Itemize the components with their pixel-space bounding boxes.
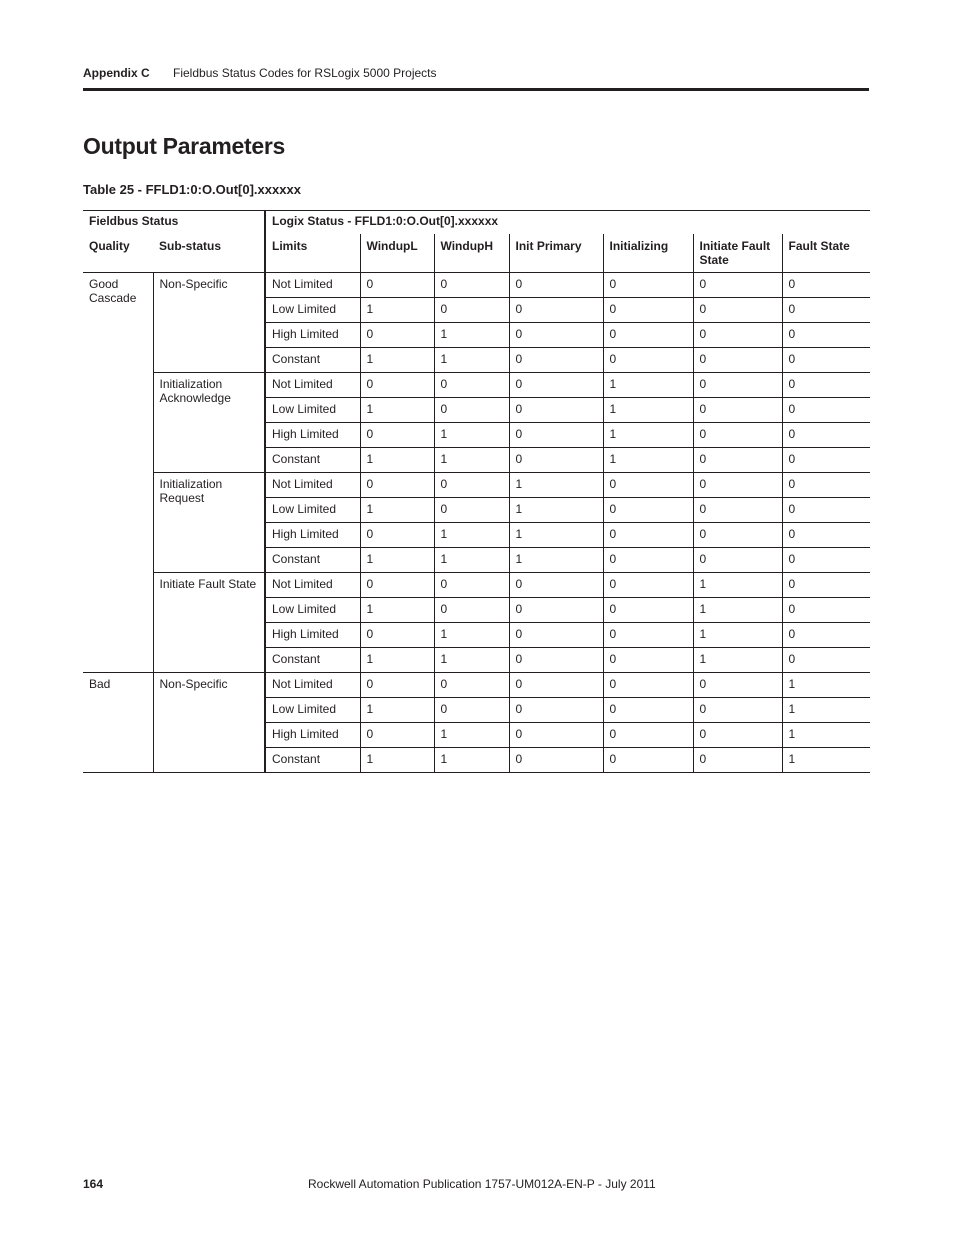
- initiate-fault-state-cell: 0: [693, 298, 782, 323]
- initiate-fault-state-cell: 0: [693, 398, 782, 423]
- winduph-cell: 0: [434, 698, 509, 723]
- initializing-cell: 0: [603, 573, 693, 598]
- winduph-cell: 1: [434, 448, 509, 473]
- fault-state-cell: 1: [782, 673, 870, 698]
- winduph-cell: 0: [434, 273, 509, 298]
- initiate-fault-state-cell: 0: [693, 373, 782, 398]
- column-header-init-primary: Init Primary: [509, 234, 603, 273]
- sub-status-cell: Initiate Fault State: [153, 573, 265, 673]
- init-primary-cell: 0: [509, 748, 603, 773]
- table-caption: Table 25 - FFLD1:0:O.Out[0].xxxxxx: [83, 182, 301, 197]
- windupl-cell: 1: [360, 448, 434, 473]
- column-header-fault-state: Fault State: [782, 234, 870, 273]
- initializing-cell: 0: [603, 323, 693, 348]
- winduph-cell: 1: [434, 623, 509, 648]
- windupl-cell: 0: [360, 673, 434, 698]
- fault-state-cell: 0: [782, 548, 870, 573]
- winduph-cell: 1: [434, 523, 509, 548]
- initializing-cell: 0: [603, 698, 693, 723]
- init-primary-cell: 0: [509, 723, 603, 748]
- initializing-cell: 0: [603, 673, 693, 698]
- table-row: [83, 573, 870, 598]
- limits-cell: Constant: [265, 648, 360, 673]
- init-primary-cell: 0: [509, 448, 603, 473]
- limits-cell: Not Limited: [265, 373, 360, 398]
- init-primary-cell: 1: [509, 473, 603, 498]
- windupl-cell: 1: [360, 298, 434, 323]
- initializing-cell: 1: [603, 398, 693, 423]
- table-column-header-row: [83, 234, 870, 273]
- winduph-cell: 0: [434, 298, 509, 323]
- column-header-sub-status: Sub-status: [153, 234, 265, 273]
- initiate-fault-state-cell: 1: [693, 573, 782, 598]
- limits-cell: Constant: [265, 748, 360, 773]
- sub-status-cell: Non-Specific: [153, 673, 265, 773]
- winduph-cell: 1: [434, 548, 509, 573]
- windupl-cell: 0: [360, 723, 434, 748]
- winduph-cell: 0: [434, 398, 509, 423]
- fault-state-cell: 0: [782, 648, 870, 673]
- init-primary-cell: 0: [509, 273, 603, 298]
- init-primary-cell: 0: [509, 298, 603, 323]
- init-primary-cell: 0: [509, 598, 603, 623]
- windupl-cell: 0: [360, 623, 434, 648]
- windupl-cell: 0: [360, 473, 434, 498]
- limits-cell: High Limited: [265, 423, 360, 448]
- windupl-cell: 0: [360, 523, 434, 548]
- initiate-fault-state-cell: 0: [693, 448, 782, 473]
- table-row: [83, 373, 870, 398]
- windupl-cell: 1: [360, 498, 434, 523]
- limits-cell: Not Limited: [265, 573, 360, 598]
- column-header-limits: Limits: [265, 234, 360, 273]
- windupl-cell: 1: [360, 548, 434, 573]
- fault-state-cell: 0: [782, 423, 870, 448]
- init-primary-cell: 0: [509, 323, 603, 348]
- column-header-winduph: WindupH: [434, 234, 509, 273]
- fault-state-cell: 0: [782, 298, 870, 323]
- initializing-cell: 1: [603, 448, 693, 473]
- winduph-cell: 0: [434, 598, 509, 623]
- sub-status-cell: Initialization Request: [153, 473, 265, 573]
- quality-cell: Good Cascade: [83, 273, 153, 673]
- initializing-cell: 0: [603, 623, 693, 648]
- header-rule: [83, 88, 869, 91]
- windupl-cell: 1: [360, 598, 434, 623]
- initiate-fault-state-cell: 1: [693, 623, 782, 648]
- initiate-fault-state-cell: 0: [693, 473, 782, 498]
- initializing-cell: 0: [603, 748, 693, 773]
- fault-state-cell: 0: [782, 498, 870, 523]
- init-primary-cell: 0: [509, 698, 603, 723]
- winduph-cell: 1: [434, 648, 509, 673]
- initializing-cell: 1: [603, 423, 693, 448]
- fault-state-cell: 1: [782, 698, 870, 723]
- initiate-fault-state-cell: 0: [693, 698, 782, 723]
- winduph-cell: 0: [434, 373, 509, 398]
- init-primary-cell: 0: [509, 623, 603, 648]
- winduph-cell: 1: [434, 748, 509, 773]
- fault-state-cell: 0: [782, 473, 870, 498]
- page-title: Output Parameters: [83, 133, 285, 159]
- init-primary-cell: 0: [509, 648, 603, 673]
- initializing-cell: 1: [603, 373, 693, 398]
- table-row: [83, 673, 870, 698]
- initializing-cell: 0: [603, 548, 693, 573]
- limits-cell: Low Limited: [265, 598, 360, 623]
- initializing-cell: 0: [603, 523, 693, 548]
- initiate-fault-state-cell: 0: [693, 548, 782, 573]
- fault-state-cell: 1: [782, 748, 870, 773]
- init-primary-cell: 1: [509, 498, 603, 523]
- init-primary-cell: 0: [509, 398, 603, 423]
- winduph-cell: 0: [434, 498, 509, 523]
- table-row: [83, 273, 870, 298]
- column-header-quality: Quality: [83, 234, 153, 273]
- initializing-cell: 0: [603, 648, 693, 673]
- init-primary-cell: 0: [509, 373, 603, 398]
- windupl-cell: 0: [360, 573, 434, 598]
- publication-info: Rockwell Automation Publication 1757-UM012A-EN-P - July 2011: [308, 1177, 656, 1191]
- limits-cell: Low Limited: [265, 298, 360, 323]
- initiate-fault-state-cell: 0: [693, 273, 782, 298]
- limits-cell: Constant: [265, 548, 360, 573]
- init-primary-cell: 0: [509, 573, 603, 598]
- fault-state-cell: 0: [782, 523, 870, 548]
- windupl-cell: 1: [360, 348, 434, 373]
- fault-state-cell: 1: [782, 723, 870, 748]
- windupl-cell: 1: [360, 698, 434, 723]
- initiate-fault-state-cell: 0: [693, 323, 782, 348]
- fault-state-cell: 0: [782, 323, 870, 348]
- initiate-fault-state-cell: 0: [693, 423, 782, 448]
- winduph-cell: 1: [434, 323, 509, 348]
- fault-state-cell: 0: [782, 348, 870, 373]
- initiate-fault-state-cell: 0: [693, 498, 782, 523]
- quality-cell: Bad: [83, 673, 153, 773]
- table-body: [83, 273, 870, 773]
- windupl-cell: 1: [360, 648, 434, 673]
- limits-cell: Not Limited: [265, 473, 360, 498]
- limits-cell: Not Limited: [265, 673, 360, 698]
- initiate-fault-state-cell: 1: [693, 598, 782, 623]
- running-header-title: Fieldbus Status Codes for RSLogix 5000 Projects: [173, 66, 437, 80]
- table-group-header-row: [83, 211, 870, 235]
- windupl-cell: 0: [360, 273, 434, 298]
- initializing-cell: 0: [603, 598, 693, 623]
- column-header-initiate-fault-state: Initiate Fault State: [693, 234, 782, 273]
- init-primary-cell: 0: [509, 348, 603, 373]
- windupl-cell: 0: [360, 373, 434, 398]
- running-header: [83, 66, 437, 80]
- initiate-fault-state-cell: 0: [693, 673, 782, 698]
- limits-cell: Low Limited: [265, 698, 360, 723]
- winduph-cell: 0: [434, 473, 509, 498]
- initializing-cell: 0: [603, 498, 693, 523]
- sub-status-cell: Non-Specific: [153, 273, 265, 373]
- fault-state-cell: 0: [782, 398, 870, 423]
- column-header-windupl: WindupL: [360, 234, 434, 273]
- table-row: [83, 473, 870, 498]
- column-header-initializing: Initializing: [603, 234, 693, 273]
- page-number: 164: [83, 1177, 104, 1191]
- appendix-label: Appendix C: [83, 66, 150, 80]
- init-primary-cell: 0: [509, 673, 603, 698]
- windupl-cell: 1: [360, 748, 434, 773]
- windupl-cell: 1: [360, 398, 434, 423]
- limits-cell: Constant: [265, 348, 360, 373]
- winduph-cell: 1: [434, 423, 509, 448]
- fieldbus-status-header: Fieldbus Status: [83, 211, 265, 235]
- initiate-fault-state-cell: 1: [693, 648, 782, 673]
- initializing-cell: 0: [603, 723, 693, 748]
- logix-status-header: Logix Status - FFLD1:0:O.Out[0].xxxxxx: [265, 211, 870, 235]
- fault-state-cell: 0: [782, 373, 870, 398]
- limits-cell: High Limited: [265, 323, 360, 348]
- output-parameters-table: [83, 210, 870, 773]
- sub-status-cell: Initialization Acknowledge: [153, 373, 265, 473]
- limits-cell: Low Limited: [265, 498, 360, 523]
- winduph-cell: 1: [434, 723, 509, 748]
- fault-state-cell: 0: [782, 623, 870, 648]
- initializing-cell: 0: [603, 473, 693, 498]
- winduph-cell: 1: [434, 348, 509, 373]
- limits-cell: High Limited: [265, 623, 360, 648]
- init-primary-cell: 1: [509, 523, 603, 548]
- limits-cell: Not Limited: [265, 273, 360, 298]
- fault-state-cell: 0: [782, 448, 870, 473]
- init-primary-cell: 1: [509, 548, 603, 573]
- fault-state-cell: 0: [782, 573, 870, 598]
- fault-state-cell: 0: [782, 273, 870, 298]
- limits-cell: High Limited: [265, 723, 360, 748]
- windupl-cell: 0: [360, 323, 434, 348]
- initiate-fault-state-cell: 0: [693, 348, 782, 373]
- initializing-cell: 0: [603, 348, 693, 373]
- init-primary-cell: 0: [509, 423, 603, 448]
- winduph-cell: 0: [434, 673, 509, 698]
- initializing-cell: 0: [603, 273, 693, 298]
- limits-cell: Low Limited: [265, 398, 360, 423]
- fault-state-cell: 0: [782, 598, 870, 623]
- limits-cell: Constant: [265, 448, 360, 473]
- initializing-cell: 0: [603, 298, 693, 323]
- initiate-fault-state-cell: 0: [693, 748, 782, 773]
- winduph-cell: 0: [434, 573, 509, 598]
- initiate-fault-state-cell: 0: [693, 723, 782, 748]
- limits-cell: High Limited: [265, 523, 360, 548]
- initiate-fault-state-cell: 0: [693, 523, 782, 548]
- windupl-cell: 0: [360, 423, 434, 448]
